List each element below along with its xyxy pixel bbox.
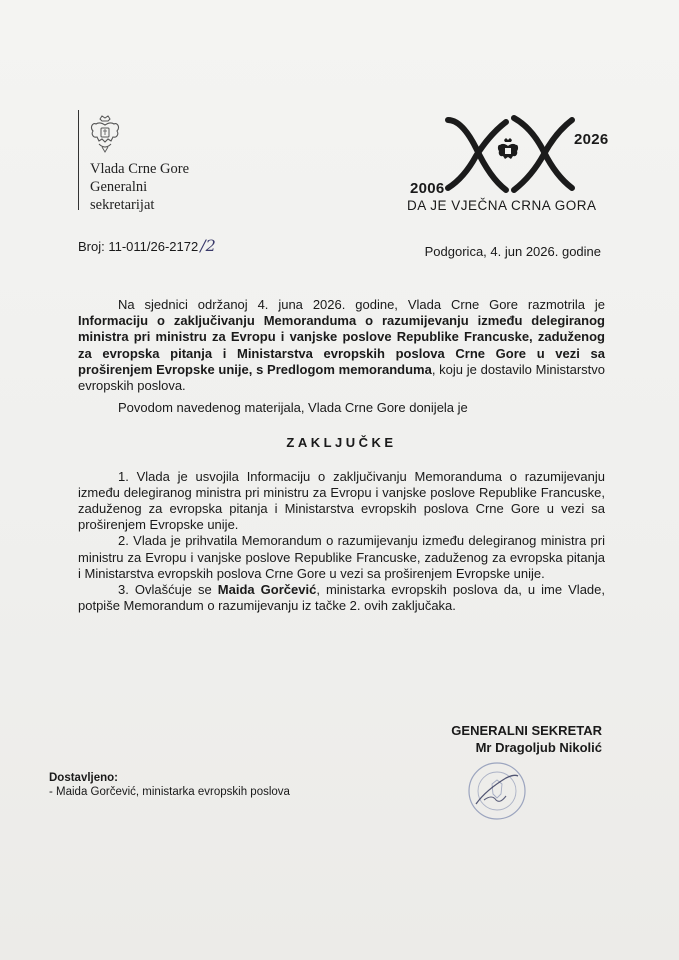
conclusion-item-1: 1. Vlada je usvojila Informaciju o zaključivanju Memoranduma o razumijevanju između delegiranog ministra pri ministru za Evropu i vanjske poslove Republike Francuske, zaduženog za evropska pitanja i Ministarstva evropskih poslova Crne Gore u vezi sa proširenjem Evropske unije. xyxy=(78,468,605,533)
decision-sentence: Povodom navedenog materijala, Vlada Crne Gore donijela je xyxy=(118,400,468,416)
montenegro-coat-of-arms-icon xyxy=(88,114,122,154)
conclusion-item-2: 2. Vlada je prihvatila Memorandum o razumijevanju između delegiranog ministra pri ministru za Evropu i vanjske poslove Republike Francuske, zaduženog za evropska pitanja i Ministarstva evropskih poslova Crne Gore u vezi sa proširenjem Evropske unije. xyxy=(78,533,605,581)
official-stamp-icon xyxy=(466,760,528,822)
issuer-block xyxy=(78,110,228,215)
signatory-name: Mr Dragoljub Nikolić xyxy=(475,740,602,755)
conclusion-item-3 xyxy=(78,582,605,614)
reference-text: Broj: 11-011/26-2172 xyxy=(78,239,199,254)
document-date: Podgorica, 4. jun 2026. godine xyxy=(424,244,601,259)
intro-text-b: , koju je dostavilo Ministarstvo evropskih poslova. xyxy=(78,361,605,394)
reference-handwritten-suffix: /2 xyxy=(200,236,216,255)
jubilee-year-end: 2026 xyxy=(574,131,609,148)
intro-paragraph xyxy=(78,297,605,394)
distribution-block xyxy=(49,771,290,799)
jubilee-year-start: 2006 xyxy=(410,180,445,197)
intro-text-a: Na sjednici održanoj 4. juna 2026. godine, Vlada Crne Gore razmotrila je xyxy=(118,297,605,312)
conclusions-title: ZAKLJUČKE xyxy=(286,435,397,451)
item3-name-bold: Maida Gorčević xyxy=(217,582,317,598)
distribution-recipient: - Maida Gorčević, ministarka evropskih poslova xyxy=(49,786,290,798)
distribution-title: Dostavljeno: xyxy=(49,772,119,784)
document-body xyxy=(78,297,605,614)
intro-subject-bold: Informaciju o zaključivanju Memoranduma o razumijevanju između delegiranog ministra pri ministru za Evropu i vanjske poslove Republike Francuske, zaduženog za evropska pitanja i Ministarstva evropskih poslova Crne Gore u vezi sa proširenjem Evropske unije, s Predlogom memoranduma xyxy=(78,313,605,377)
jubilee-xx-logo-icon xyxy=(440,108,580,198)
item3-text-a: 3. Ovlašćuje se xyxy=(118,582,218,598)
issuer-line-3: sekretarijat xyxy=(90,197,155,213)
jubilee-logo xyxy=(400,108,615,218)
jubilee-motto: DA JE VJEČNA CRNA GORA xyxy=(407,198,597,213)
signature-block xyxy=(451,722,602,756)
signatory-role: GENERALNI SEKRETAR xyxy=(451,723,602,738)
item3-text-b: , ministarka evropskih poslova da, u ime Vlade, potpiše Memorandum o razumijevanju iz tačke 2. ovih zaključaka. xyxy=(78,582,605,614)
header-divider xyxy=(78,110,79,210)
issuer-name xyxy=(90,160,189,214)
issuer-line-1: Vlada Crne Gore xyxy=(90,161,190,177)
issuer-line-2: Generalni xyxy=(90,179,148,195)
reference-number xyxy=(78,236,216,255)
